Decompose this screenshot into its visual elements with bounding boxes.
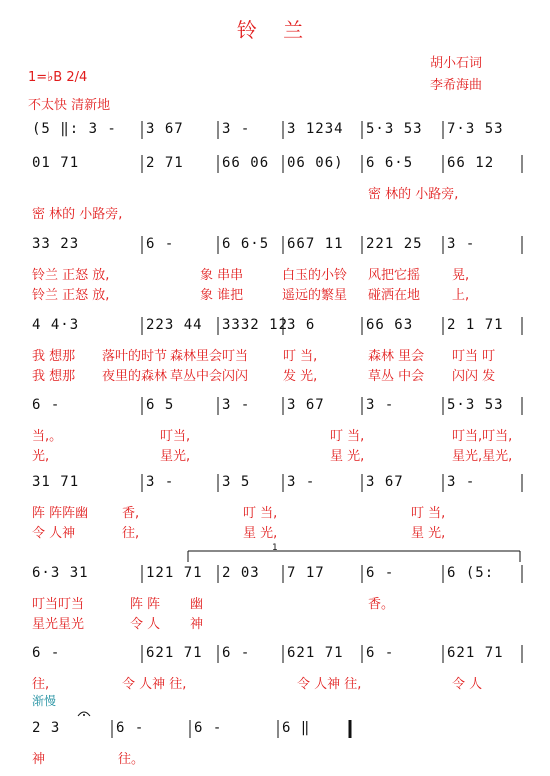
lyric-segment: 星光,星光, xyxy=(452,449,513,464)
measure: 6 - xyxy=(366,645,395,661)
measure: 6 ‖ xyxy=(282,720,311,736)
fermata-dot xyxy=(83,714,85,716)
measure: 31 71 xyxy=(32,474,80,490)
measure: 06 06) xyxy=(287,155,344,171)
measure: 2 1 71 xyxy=(447,317,504,333)
tempo-marking: 不太快 清新地 xyxy=(28,98,111,113)
lyric-segment: 幽 xyxy=(190,597,204,612)
lyric-segment: 叮 当, xyxy=(243,506,278,521)
lyric-line-1 xyxy=(0,502,550,520)
lyric-segment: 令 人 xyxy=(130,617,161,632)
lyric-segment: 铃兰 正怒 放, xyxy=(32,288,110,303)
lyric-segment: 叮当叮当 xyxy=(32,597,85,612)
lyric-segment: 叮 当, xyxy=(411,506,446,521)
measure: 3 6 xyxy=(287,317,316,333)
measure: 33 23 xyxy=(32,236,80,252)
measure: 121 71 xyxy=(146,565,203,581)
lyric-segment: 神 xyxy=(190,617,204,632)
measure: 6·3 31 xyxy=(32,565,89,581)
lyric-line-1 xyxy=(0,425,550,443)
lyric-segment: 铃兰 正怒 放, xyxy=(32,268,110,283)
lyric-segment: 香, xyxy=(122,506,140,521)
measure: 2 03 xyxy=(222,565,260,581)
measure: 2 3 xyxy=(32,720,61,736)
measure: 66 06 xyxy=(222,155,270,171)
barlines xyxy=(0,234,550,256)
measure: 3 5 xyxy=(222,474,251,490)
measure: 223 44 xyxy=(146,317,203,333)
lyric-line-2 xyxy=(0,613,550,631)
lyric-segment: 落叶的时节 xyxy=(102,349,168,364)
measure: 3 - xyxy=(222,397,251,413)
lyric-segment: 往。 xyxy=(118,752,145,767)
measure: 6 - xyxy=(146,236,175,252)
measure: 3 - xyxy=(146,474,175,490)
lyric-segment: 叮 当, xyxy=(330,429,365,444)
measure: 6 - xyxy=(116,720,145,736)
lyric-segment: 光, xyxy=(32,449,50,464)
lyric-segment: 阵 阵 xyxy=(130,597,161,612)
measure: 3 1234 xyxy=(287,121,344,137)
measure: 3 67 xyxy=(366,474,404,490)
barlines xyxy=(0,718,550,740)
measure: 6 - xyxy=(32,397,61,413)
lyric-segment: 星光星光 xyxy=(32,617,85,632)
volta-number: 1 xyxy=(272,543,278,553)
measure: 3 - xyxy=(366,397,395,413)
lyric-line-1 xyxy=(0,748,550,766)
measure: 3 67 xyxy=(146,121,184,137)
lyric-segment: 我 想那 xyxy=(32,349,76,364)
barlines xyxy=(0,643,550,665)
barlines xyxy=(0,563,550,585)
lyric-segment: 令 人 xyxy=(452,677,483,692)
lyric-segment: 象 谁把 xyxy=(200,288,244,303)
lyric-segment: 往, xyxy=(122,526,140,541)
lyric-segment: 闪闪 发 xyxy=(452,369,496,384)
lyric-segment: 象 串串 xyxy=(200,268,244,283)
measure: 3 - xyxy=(287,474,316,490)
lyric-segment: 星光, xyxy=(160,449,191,464)
lyric-segment: 风把它摇 xyxy=(368,268,421,283)
measure: 3 - xyxy=(447,236,476,252)
composer-credit: 李希海曲 xyxy=(430,78,483,93)
measure: 3 - xyxy=(222,121,251,137)
measure: 5·3 53 xyxy=(366,121,423,137)
measure: 6 - xyxy=(366,565,395,581)
lyric-segment: 香。 xyxy=(368,597,395,612)
lyric-segment: 密 林的 小路旁, xyxy=(368,187,459,202)
lyric-segment: 森林 里会 xyxy=(368,349,425,364)
lyric-line-2 xyxy=(0,445,550,463)
lyric-segment: 叮当 叮 xyxy=(452,349,496,364)
lyric-segment: 上, xyxy=(452,288,470,303)
fermata xyxy=(78,712,90,716)
lyric-segment: 遥远的繁星 xyxy=(282,288,348,303)
lyric-segment: 密 林的 小路旁, xyxy=(32,207,123,222)
measure: 3332 12 xyxy=(222,317,289,333)
measure: (5 ‖: 3 - xyxy=(32,121,117,137)
lyricist-credit: 胡小石词 xyxy=(430,56,483,71)
measure: 3 67 xyxy=(287,397,325,413)
lyric-line-1 xyxy=(0,183,550,201)
measure: 66 63 xyxy=(366,317,414,333)
key-signature: 1=♭B 2/4 xyxy=(28,70,88,85)
lyric-segment: 令 人神 往, xyxy=(297,677,362,692)
lyric-segment: 令 人神 往, xyxy=(122,677,187,692)
lyric-line-1 xyxy=(0,264,550,282)
barlines xyxy=(0,119,550,141)
lyric-segment: 森林里会叮当 xyxy=(170,349,249,364)
measure: 6 - xyxy=(32,645,61,661)
measure: 221 25 xyxy=(366,236,423,252)
measure: 6 - xyxy=(222,645,251,661)
barlines xyxy=(0,315,550,337)
lyric-line-2 xyxy=(0,365,550,383)
measure: 6 6·5 xyxy=(366,155,414,171)
measure: 6 5 xyxy=(146,397,175,413)
lyric-segment: 叮当,叮当, xyxy=(452,429,513,444)
lyric-segment: 星 光, xyxy=(411,526,446,541)
lyric-line-2 xyxy=(0,203,550,221)
lyric-line-2 xyxy=(0,284,550,302)
measure: 01 71 xyxy=(32,155,80,171)
measure: 5·3 53 xyxy=(447,397,504,413)
lyric-segment: 往, xyxy=(32,677,50,692)
lyric-line-1 xyxy=(0,593,550,611)
lyric-segment: 夜里的森林 xyxy=(102,369,168,384)
measure: 667 11 xyxy=(287,236,344,252)
lyric-segment: 白玉的小铃 xyxy=(282,268,348,283)
lyric-segment: 草丛中会闪闪 xyxy=(170,369,249,384)
measure: 3 - xyxy=(447,474,476,490)
measure: 621 71 xyxy=(447,645,504,661)
lyric-segment: 阵 阵阵幽 xyxy=(32,506,89,521)
lyric-segment: 草丛 中会 xyxy=(368,369,425,384)
barlines xyxy=(0,153,550,175)
measure: 4 4·3 xyxy=(32,317,80,333)
lyric-segment: 发 光, xyxy=(283,369,318,384)
ritardando-marking: 渐慢 xyxy=(32,694,57,708)
lyric-line-2 xyxy=(0,522,550,540)
lyric-segment: 碰洒在地 xyxy=(368,288,421,303)
song-title: 铃 兰 xyxy=(236,18,314,42)
lyric-segment: 我 想那 xyxy=(32,369,76,384)
lyric-segment: 晃, xyxy=(452,268,470,283)
measure: 6 - xyxy=(194,720,223,736)
barlines xyxy=(0,472,550,494)
lyric-segment: 星 光, xyxy=(330,449,365,464)
measure: 7·3 53 xyxy=(447,121,504,137)
measure: 2 71 xyxy=(146,155,184,171)
lyric-line-1 xyxy=(0,345,550,363)
measure: 66 12 xyxy=(447,155,495,171)
measure: 7 17 xyxy=(287,565,325,581)
lyric-segment: 神 xyxy=(32,752,46,767)
lyric-line-1 xyxy=(0,673,550,691)
lyric-segment: 当,。 xyxy=(32,429,63,444)
measure: 621 71 xyxy=(146,645,203,661)
lyric-segment: 令 人神 xyxy=(32,526,76,541)
lyric-segment: 叮 当, xyxy=(283,349,318,364)
measure: 6 (5: xyxy=(447,565,495,581)
lyric-segment: 星 光, xyxy=(243,526,278,541)
measure: 621 71 xyxy=(287,645,344,661)
measure: 6 6·5 xyxy=(222,236,270,252)
lyric-segment: 叮当, xyxy=(160,429,191,444)
barlines xyxy=(0,395,550,417)
